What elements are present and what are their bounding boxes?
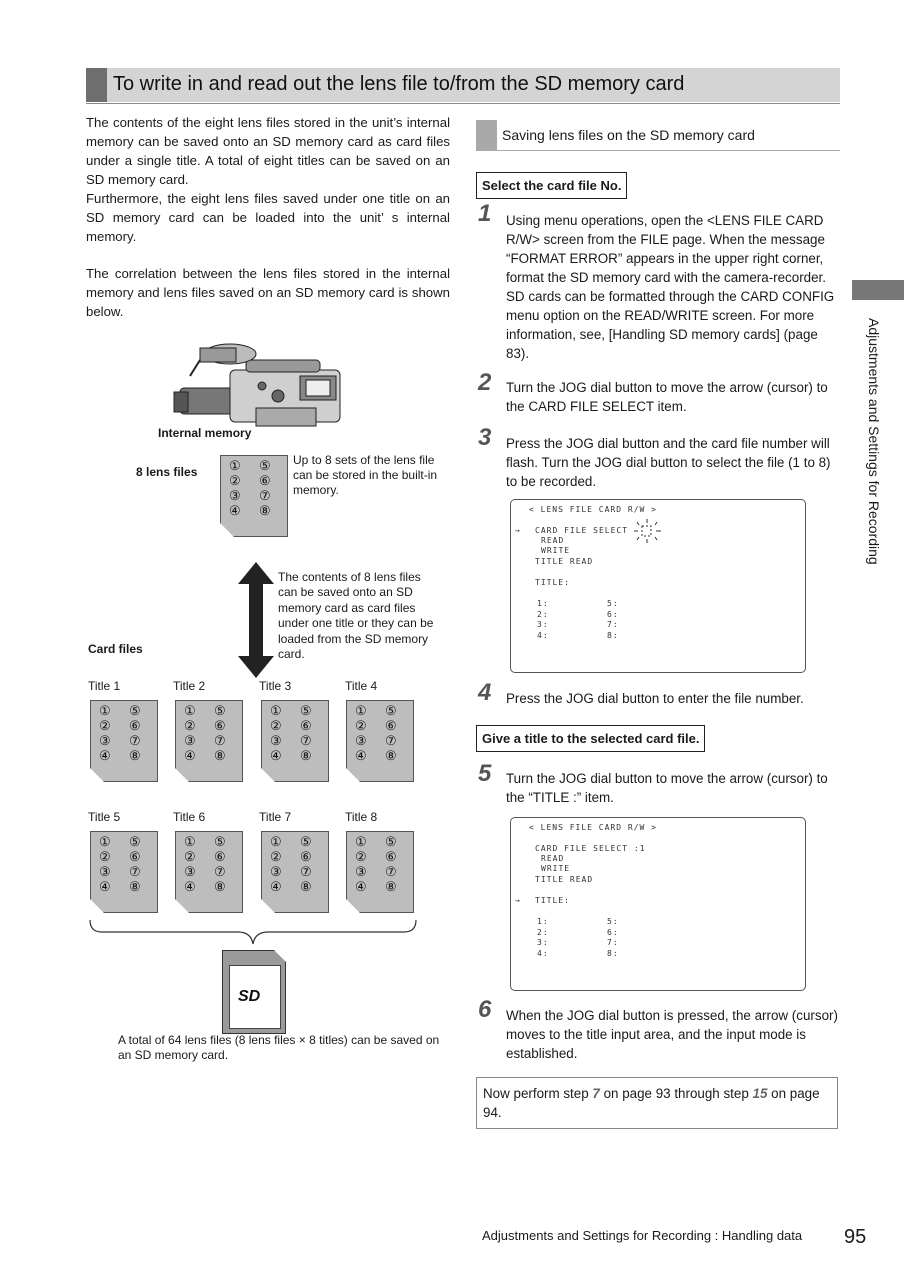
- file-number-7: ⑦: [385, 733, 397, 748]
- file-number-1: ①: [355, 703, 367, 718]
- read-item: READ: [541, 854, 565, 863]
- card-fold: [175, 899, 189, 913]
- give-title-heading: Give a title to the selected card file.: [476, 725, 705, 752]
- select-card-file-heading: Select the card file No.: [476, 172, 627, 199]
- note-text-b: on page 93 through step: [599, 1086, 753, 1101]
- file-number-6: ⑥: [385, 718, 397, 733]
- file-number-5: ⑤: [214, 834, 226, 849]
- file-number-6: ⑥: [385, 849, 397, 864]
- file-number-5: ⑤: [385, 703, 397, 718]
- file-number-8: ⑧: [300, 748, 312, 763]
- file-number-6: ⑥: [214, 718, 226, 733]
- file-number-8: ⑧: [214, 748, 226, 763]
- file-number-1: ①: [270, 703, 282, 718]
- page-footer: Adjustments and Settings for Recording : Handling data: [482, 1228, 803, 1243]
- step-4-number: 4: [478, 679, 492, 706]
- file-number-7: ⑦: [129, 864, 141, 879]
- card-file-select-item: CARD FILE SELECT: [535, 526, 629, 535]
- file-number-5: ⑤: [129, 834, 141, 849]
- sd-logo: SD: [238, 988, 261, 1005]
- file-number-7: ⑦: [214, 733, 226, 748]
- card-file-select-item: CARD FILE SELECT :1: [535, 844, 646, 853]
- file-number-8: ⑧: [385, 748, 397, 763]
- file-number-1: ①: [99, 703, 111, 718]
- lens-files-note: Up to 8 sets of the lens file can be stored in the built-in memory.: [293, 453, 438, 497]
- file-number-1: ①: [355, 834, 367, 849]
- slot-8: 8:: [607, 631, 619, 640]
- file-number-7: ⑦: [300, 864, 312, 879]
- double-arrow-icon: [237, 562, 275, 678]
- file-number-3: ③: [355, 864, 367, 879]
- page-number: 95: [844, 1226, 867, 1248]
- slot-3: 3:: [537, 938, 549, 947]
- file-number-8: ⑧: [129, 748, 141, 763]
- slot-5: 5:: [607, 917, 619, 926]
- title-marker: [86, 68, 107, 102]
- file-number-6: ⑥: [214, 849, 226, 864]
- card-fold: [346, 899, 360, 913]
- step-3-number: 3: [478, 424, 492, 451]
- file-number-1: ①: [184, 834, 196, 849]
- file-number-1: ①: [270, 834, 282, 849]
- subtitle-marker: [476, 120, 497, 150]
- file-number-6: ⑥: [259, 473, 271, 488]
- slot-1: 1:: [537, 917, 549, 926]
- next-steps-note: [476, 1077, 838, 1129]
- card-fold: [175, 768, 189, 782]
- file-number-2: ②: [355, 849, 367, 864]
- screen-header: < LENS FILE CARD R/W >: [529, 505, 657, 514]
- title-4-label: Title 4: [345, 679, 378, 693]
- file-number-5: ⑤: [214, 703, 226, 718]
- file-number-5: ⑤: [300, 703, 312, 718]
- write-item: WRITE: [541, 864, 571, 873]
- slot-5: 5:: [607, 599, 619, 608]
- file-number-4: ④: [99, 879, 111, 894]
- title-item: TITLE:: [535, 896, 570, 905]
- slot-6: 6:: [607, 610, 619, 619]
- card-file-title-6: [175, 831, 243, 913]
- card-file-title-3: [261, 700, 329, 782]
- step-5-text: Turn the JOG dial button to move the arrow (cursor) to the “TITLE :” item.: [506, 771, 828, 805]
- intro-paragraph-2: Furthermore, the eight lens files saved under one title on an SD memory card can be loaded into the unit’ s internal memory.: [86, 191, 450, 244]
- lens-file-card-screen-2: [510, 817, 806, 991]
- file-number-8: ⑧: [129, 879, 141, 894]
- file-number-5: ⑤: [300, 834, 312, 849]
- file-number-3: ③: [229, 488, 241, 503]
- title-read-item: TITLE READ: [535, 557, 594, 566]
- file-number-2: ②: [270, 849, 282, 864]
- card-fold: [346, 768, 360, 782]
- file-number-2: ②: [99, 718, 111, 733]
- file-number-3: ③: [99, 733, 111, 748]
- lens-files-label: 8 lens files: [136, 465, 198, 479]
- slot-7: 7:: [607, 620, 619, 629]
- slot-4: 4:: [537, 949, 549, 958]
- title-item: TITLE:: [535, 578, 570, 587]
- step-2-text: Turn the JOG dial button to move the arrow (cursor) to the CARD FILE SELECT item.: [506, 380, 828, 414]
- sd-card: [222, 950, 286, 1034]
- step-5-number: 5: [478, 760, 492, 787]
- file-number-8: ⑧: [385, 879, 397, 894]
- file-number-2: ②: [184, 849, 196, 864]
- internal-lens-files-card: [220, 455, 288, 537]
- lens-file-card-screen-1: [510, 499, 806, 673]
- card-fold: [261, 768, 275, 782]
- chapter-sidebar-text: Adjustments and Settings for Recording: [866, 318, 882, 565]
- title-5-label: Title 5: [88, 810, 121, 824]
- page-title: To write in and read out the lens file to/from the SD memory card: [113, 73, 685, 95]
- slot-6: 6:: [607, 928, 619, 937]
- file-number-5: ⑤: [385, 834, 397, 849]
- title-2-label: Title 2: [173, 679, 206, 693]
- file-number-6: ⑥: [300, 849, 312, 864]
- step-1-number: 1: [478, 200, 492, 227]
- note-text-c: on page 94.: [483, 1086, 820, 1120]
- write-item: WRITE: [541, 546, 571, 555]
- file-number-2: ②: [184, 718, 196, 733]
- card-fold: [220, 523, 234, 537]
- file-number-6: ⑥: [129, 849, 141, 864]
- card-fold: [261, 899, 275, 913]
- step-3-text: Press the JOG dial button and the card file number will flash. Turn the JOG dial button to select the file (1 to 8) to be recorded.: [506, 436, 831, 489]
- file-number-1: ①: [99, 834, 111, 849]
- file-number-2: ②: [270, 718, 282, 733]
- sd-card-corner: [274, 950, 286, 962]
- card-file-title-7: [261, 831, 329, 913]
- file-number-1: ①: [184, 703, 196, 718]
- file-number-4: ④: [184, 879, 196, 894]
- title-6-label: Title 6: [173, 810, 206, 824]
- file-number-3: ③: [270, 864, 282, 879]
- file-number-4: ④: [184, 748, 196, 763]
- flashing-number-icon: [631, 518, 665, 544]
- read-item: READ: [541, 536, 565, 545]
- grouping-brace: [88, 918, 418, 946]
- slot-3: 3:: [537, 620, 549, 629]
- intro-paragraph-3: The correlation between the lens files stored in the internal memory and lens files saved on an SD memory card is shown below.: [86, 266, 450, 319]
- step-6-number: 6: [478, 996, 492, 1023]
- cursor-arrow-icon: →: [515, 526, 521, 535]
- note-step-7: 7: [592, 1086, 600, 1101]
- file-number-6: ⑥: [129, 718, 141, 733]
- file-number-4: ④: [355, 879, 367, 894]
- cursor-arrow-icon: →: [515, 896, 521, 905]
- internal-memory-label: Internal memory: [158, 426, 252, 440]
- file-number-7: ⑦: [385, 864, 397, 879]
- slot-7: 7:: [607, 938, 619, 947]
- card-fold: [90, 899, 104, 913]
- camera-recorder-illustration: [170, 340, 350, 432]
- file-number-8: ⑧: [300, 879, 312, 894]
- file-number-4: ④: [355, 748, 367, 763]
- file-number-1: ①: [229, 458, 241, 473]
- title-7-label: Title 7: [259, 810, 292, 824]
- chapter-tab: [852, 280, 904, 300]
- file-number-7: ⑦: [300, 733, 312, 748]
- slot-2: 2:: [537, 610, 549, 619]
- file-number-7: ⑦: [129, 733, 141, 748]
- title-1-label: Title 1: [88, 679, 121, 693]
- step-2-number: 2: [478, 369, 492, 396]
- card-fold: [90, 768, 104, 782]
- diagram-caption: A total of 64 lens files (8 lens files × 8 titles) can be saved on an SD memory card.: [118, 1033, 440, 1062]
- file-number-4: ④: [99, 748, 111, 763]
- file-number-4: ④: [270, 748, 282, 763]
- slot-1: 1:: [537, 599, 549, 608]
- note-step-15: 15: [752, 1086, 768, 1101]
- section-title-bar: [86, 68, 840, 102]
- title-3-label: Title 3: [259, 679, 292, 693]
- file-number-3: ③: [184, 733, 196, 748]
- file-number-8: ⑧: [259, 503, 271, 518]
- transfer-note: The contents of 8 lens files can be saved onto an SD memory card as card files under one title or they can be loaded from the SD memory card.: [278, 570, 434, 662]
- file-number-8: ⑧: [214, 879, 226, 894]
- title-read-item: TITLE READ: [535, 875, 594, 884]
- file-number-3: ③: [184, 864, 196, 879]
- note-text-a: Now perform step: [483, 1086, 593, 1101]
- file-number-2: ②: [355, 718, 367, 733]
- card-file-title-4: [346, 700, 414, 782]
- card-files-label: Card files: [88, 642, 143, 656]
- file-number-3: ③: [355, 733, 367, 748]
- title-underline: [86, 103, 840, 104]
- file-number-2: ②: [229, 473, 241, 488]
- file-number-5: ⑤: [259, 458, 271, 473]
- step-6-text: When the JOG dial button is pressed, the arrow (cursor) moves to the title input area, and the input mode is established.: [506, 1008, 838, 1061]
- title-8-label: Title 8: [345, 810, 378, 824]
- card-file-title-1: [90, 700, 158, 782]
- file-number-7: ⑦: [214, 864, 226, 879]
- intro-paragraph-1: The contents of the eight lens files stored in the unit’s internal memory can be saved onto an SD memory card as card files under a single title. A total of eight titles can be saved on an SD memory card.: [86, 115, 450, 187]
- card-file-title-5: [90, 831, 158, 913]
- subsection-title: Saving lens files on the SD memory card: [502, 127, 755, 143]
- file-number-7: ⑦: [259, 488, 271, 503]
- screen-header: < LENS FILE CARD R/W >: [529, 823, 657, 832]
- card-file-title-2: [175, 700, 243, 782]
- sd-card-label: [229, 965, 281, 1029]
- file-number-5: ⑤: [129, 703, 141, 718]
- slot-4: 4:: [537, 631, 549, 640]
- card-file-title-8: [346, 831, 414, 913]
- slot-2: 2:: [537, 928, 549, 937]
- subsection-title-bar: [476, 120, 840, 151]
- step-1-text: Using menu operations, open the <LENS FILE CARD R/W> screen from the FILE page. When the message “FORMAT ERROR” appears in the upper right corner, format the SD memory card with the camera-recorder. SD cards can be formatted through the CARD CONFIG menu option on the READ/WRITE screen. For more information, see, [Handling SD memory cards] (page 83).: [506, 213, 835, 361]
- file-number-2: ②: [99, 849, 111, 864]
- step-4-text: Press the JOG dial button to enter the file number.: [506, 691, 804, 706]
- file-number-4: ④: [229, 503, 241, 518]
- file-number-3: ③: [99, 864, 111, 879]
- file-number-6: ⑥: [300, 718, 312, 733]
- slot-8: 8:: [607, 949, 619, 958]
- file-number-4: ④: [270, 879, 282, 894]
- file-number-3: ③: [270, 733, 282, 748]
